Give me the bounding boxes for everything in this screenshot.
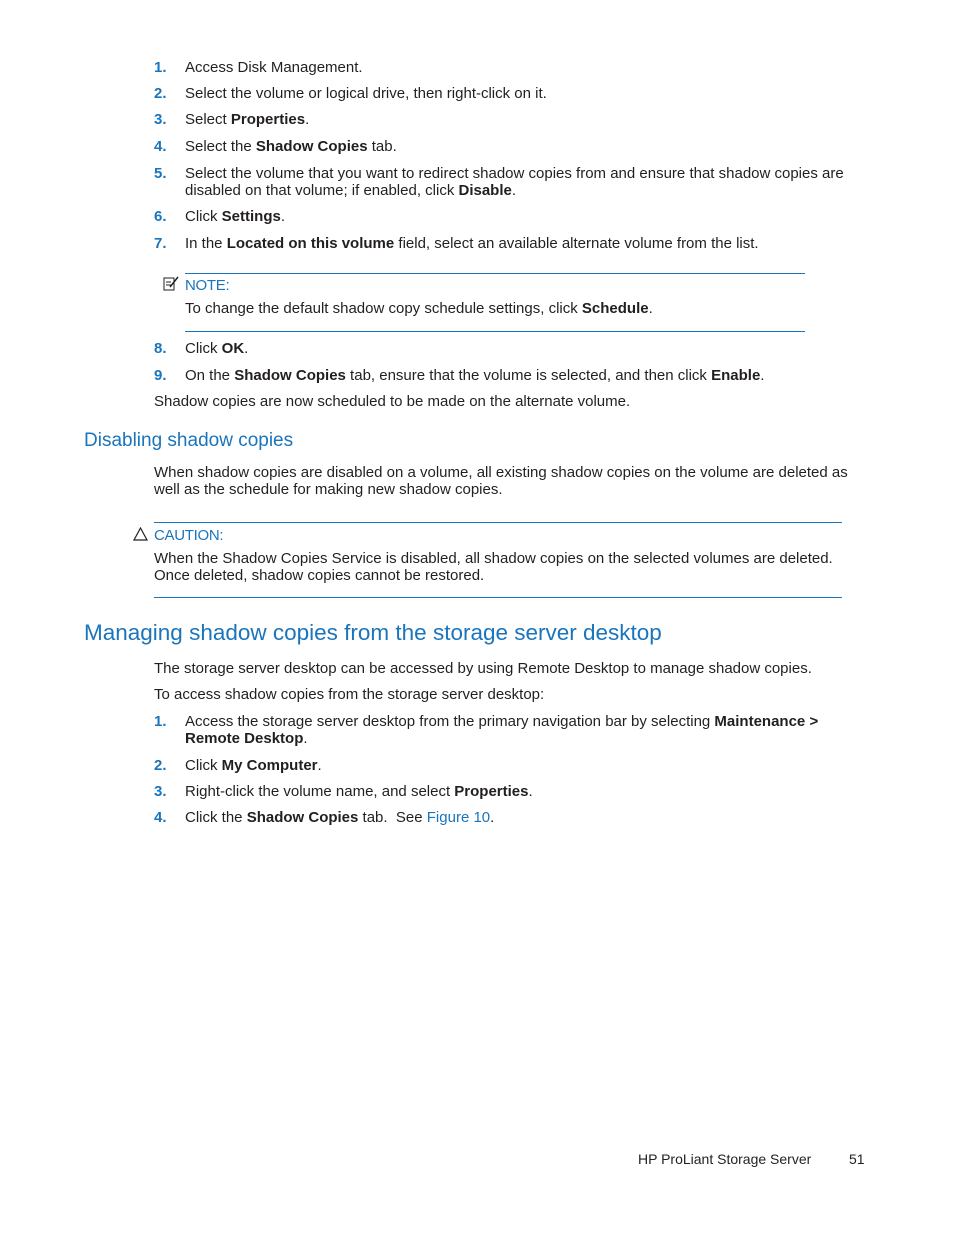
step-number: 3.	[154, 783, 167, 800]
step-number: 3.	[154, 111, 167, 128]
ui-term: Settings	[221, 208, 281, 225]
step-number: 1.	[154, 59, 167, 76]
section-heading: Managing shadow copies from the storage server desktop	[84, 620, 662, 645]
step-number: 6.	[154, 208, 167, 225]
step-text: Access the storage server desktop from the primary navigation bar by selecting Maintenance > Remote Desktop.	[185, 713, 819, 747]
note-icon	[163, 276, 179, 295]
ui-term: Properties	[454, 783, 529, 800]
step-number: 7.	[154, 235, 167, 252]
section-heading: Disabling shadow copies	[84, 430, 294, 451]
step-text: On the Shadow Copies tab, ensure that the volume is selected, and then click Enable.	[185, 367, 765, 384]
step-text: Click OK.	[185, 340, 249, 357]
caution-top-rule	[154, 522, 842, 523]
step-text: Select the volume or logical drive, then right-click on it.	[185, 85, 547, 102]
step-number: 1.	[154, 713, 167, 730]
note-title: NOTE:	[185, 277, 230, 294]
step-text: Access Disk Management.	[185, 59, 363, 76]
step-text: Select the Shadow Copies tab.	[185, 138, 397, 155]
step-text: Click the Shadow Copies tab. See Figure 10.	[185, 809, 495, 826]
ui-term: Shadow Copies	[246, 809, 359, 826]
footer-title: HP ProLiant Storage Server	[638, 1151, 812, 1167]
step-number: 8.	[154, 340, 167, 357]
step-text: Select the volume that you want to redirect shadow copies from and ensure that shadow copies are disabled on that volume; if enabled, click Disable.	[185, 165, 844, 199]
ui-term: Shadow Copies	[255, 138, 368, 155]
ui-term: Shadow Copies	[234, 367, 346, 384]
caution-bottom-rule	[154, 597, 842, 598]
step-number: 4.	[154, 138, 167, 155]
caution-triangle-icon	[133, 527, 148, 545]
step-number: 5.	[154, 165, 167, 182]
body-paragraph: To access shadow copies from the storage server desktop:	[154, 686, 545, 703]
ui-term: Maintenance > Remote Desktop	[185, 713, 819, 747]
step-number: 9.	[154, 367, 167, 384]
note-text: To change the default shadow copy schedule settings, click Schedule.	[185, 300, 653, 317]
figure-link[interactable]: Figure 10	[426, 809, 491, 826]
step-text: Click Settings.	[185, 208, 286, 225]
step-text: Right-click the volume name, and select Properties.	[185, 783, 533, 800]
step-text: Click My Computer.	[185, 757, 322, 774]
step-number: 2.	[154, 757, 167, 774]
ui-term: Disable	[458, 182, 512, 199]
step-text: In the Located on this volume field, select an available alternate volume from the list.	[185, 235, 759, 252]
step-number: 2.	[154, 85, 167, 102]
body-paragraph: The storage server desktop can be accessed by using Remote Desktop to manage shadow copies.	[154, 660, 812, 677]
note-top-rule	[185, 273, 805, 274]
caution-title: CAUTION:	[154, 527, 224, 544]
body-paragraph: When shadow copies are disabled on a volume, all existing shadow copies on the volume are deleted as well as the schedule for making new shadow copies.	[154, 464, 848, 498]
ui-term: Enable	[711, 367, 761, 384]
ui-term: Located on this volume	[226, 235, 395, 252]
ui-term: Schedule	[581, 300, 649, 317]
step-number: 4.	[154, 809, 167, 826]
body-paragraph: Shadow copies are now scheduled to be made on the alternate volume.	[154, 393, 631, 410]
ui-term: OK	[221, 340, 245, 357]
caution-text: When the Shadow Copies Service is disabled, all shadow copies on the selected volumes are deleted. Once deleted, shadow copies cannot be restored.	[154, 550, 833, 584]
ui-term: My Computer	[221, 757, 318, 774]
note-bottom-rule	[185, 331, 805, 332]
step-text: Select Properties.	[185, 111, 310, 128]
ui-term: Properties	[230, 111, 306, 128]
page-number: 51	[849, 1151, 865, 1167]
